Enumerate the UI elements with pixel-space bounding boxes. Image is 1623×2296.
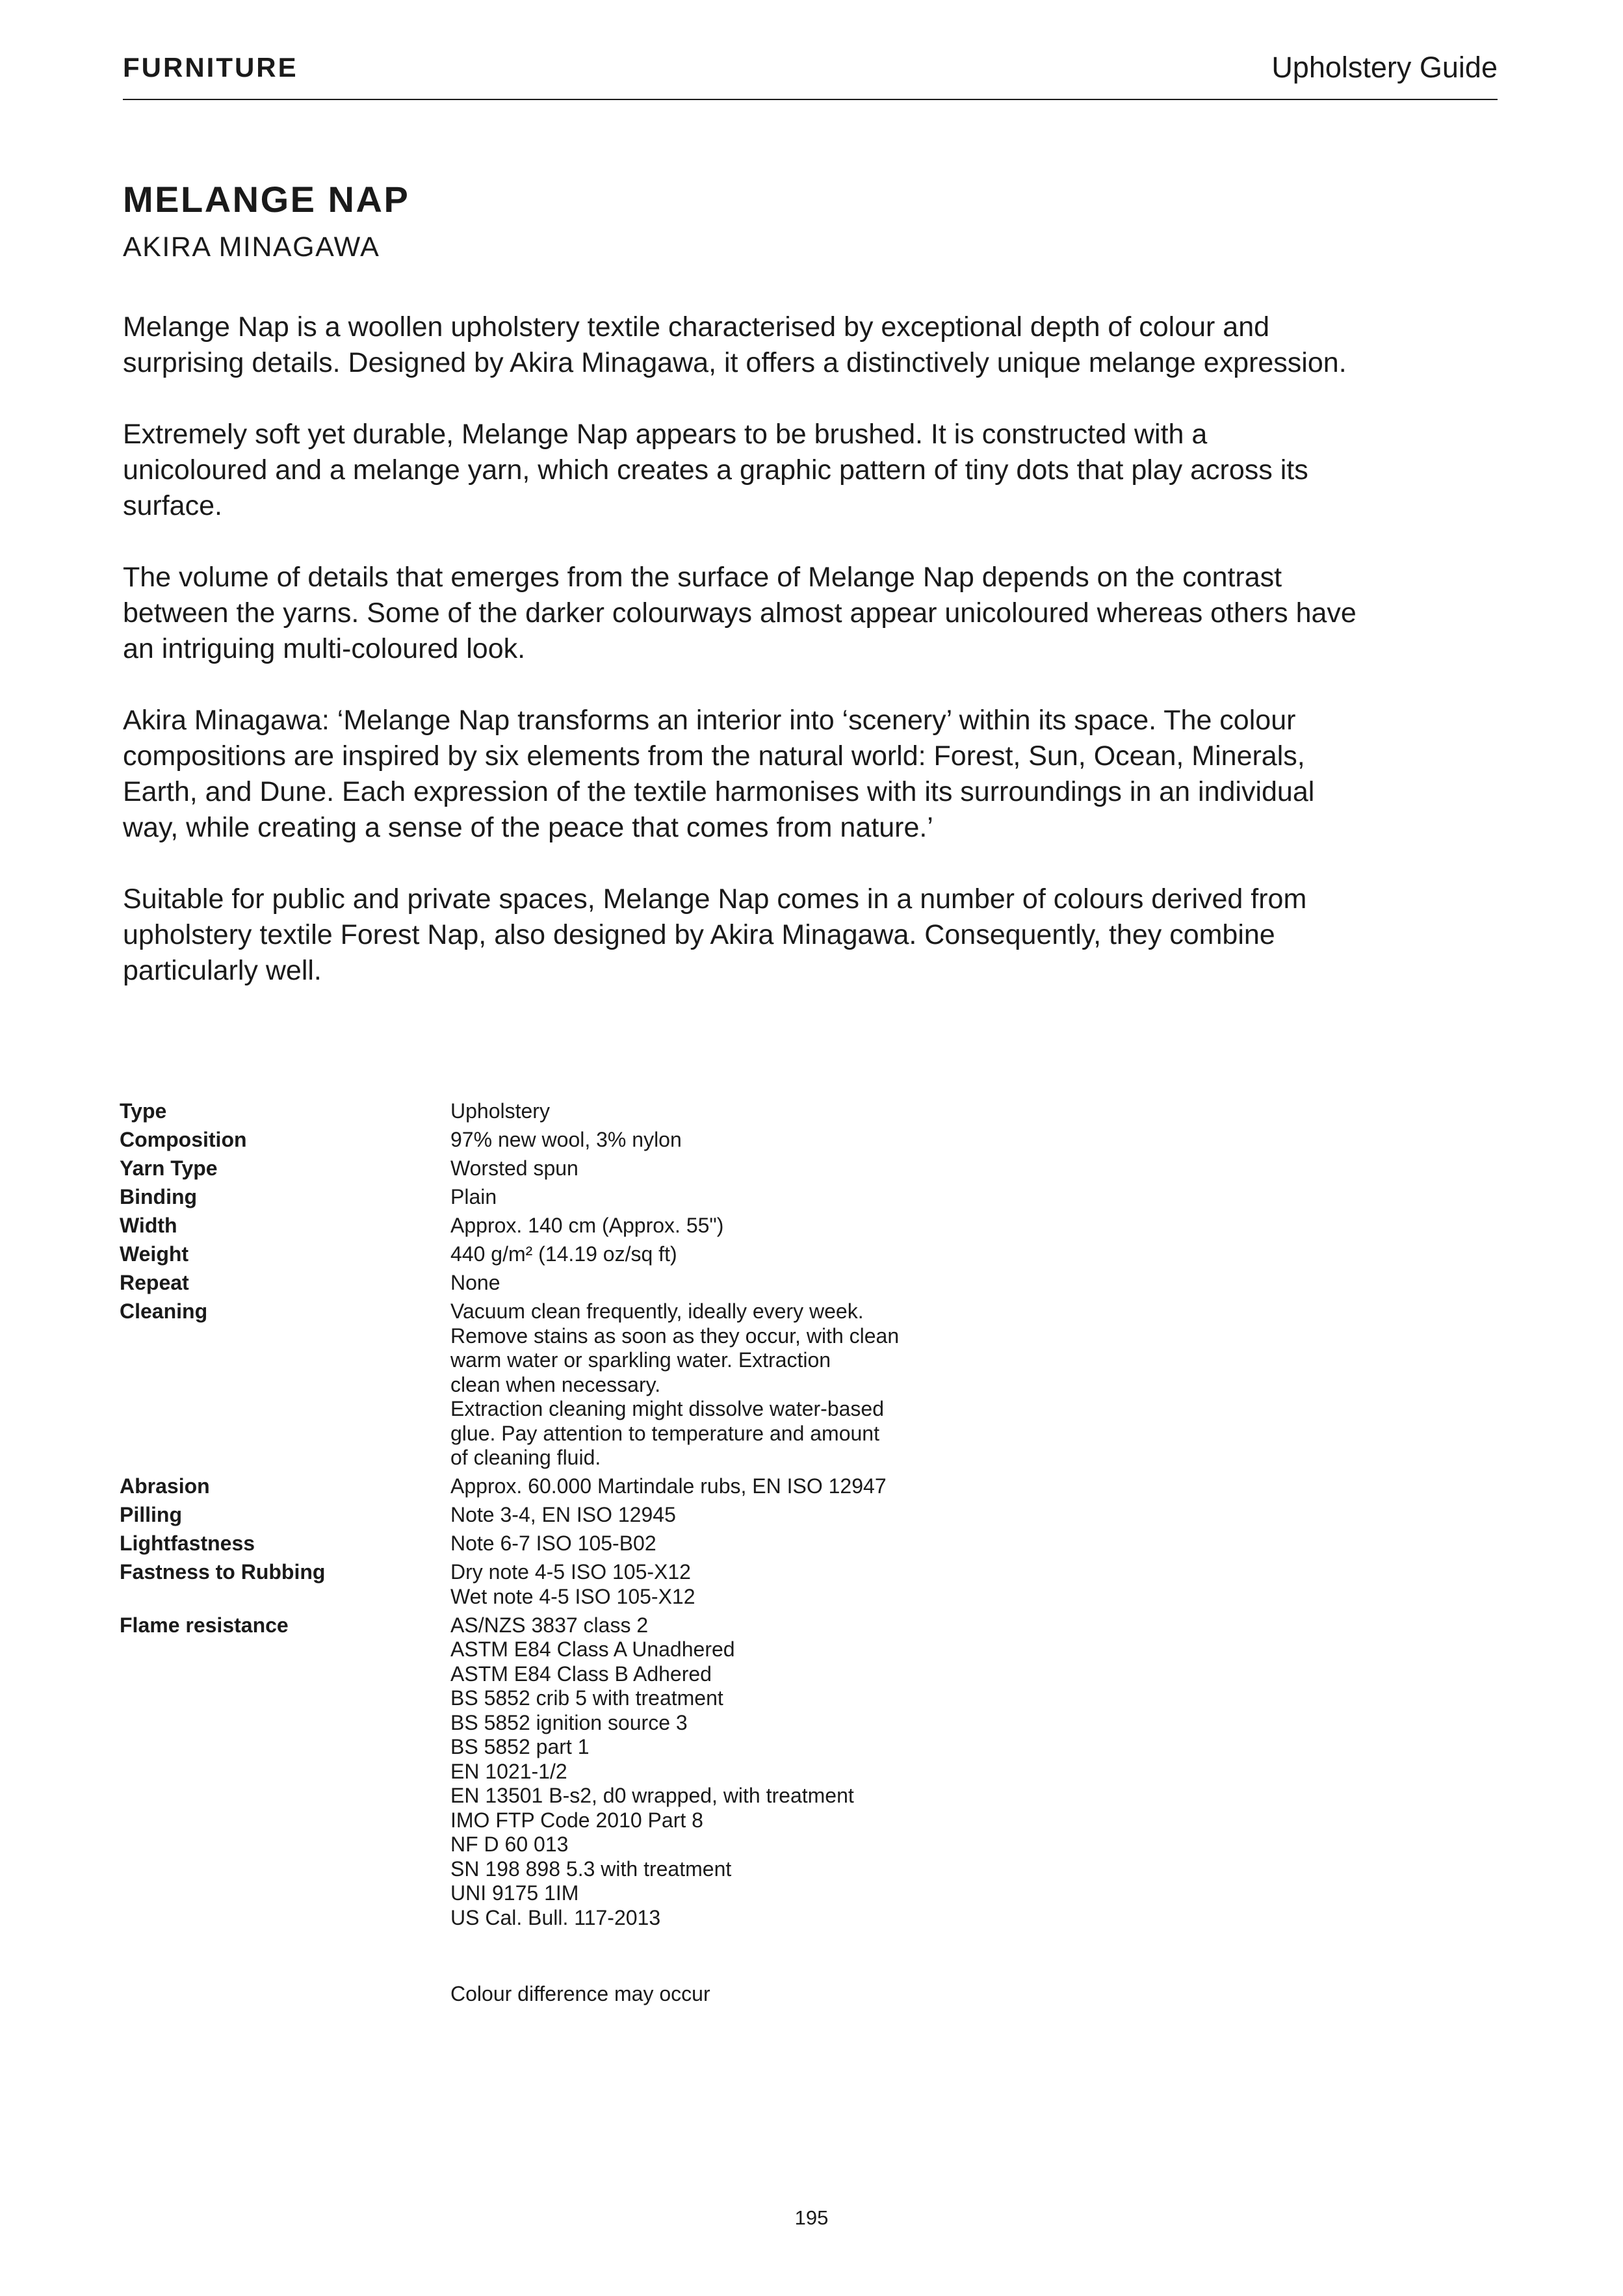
spec-value-line: 97% new wool, 3% nylon (450, 1128, 682, 1151)
paragraph-line: upholstery textile Forest Nap, also designed by Akira Minagawa. Consequently, they combine (123, 919, 1275, 950)
paragraph-line: between the yarns. Some of the darker colourways almost appear unicoloured whereas others have (123, 597, 1357, 629)
header-divider (123, 99, 1498, 100)
spec-value-line: ASTM E84 Class A Unadhered (450, 1637, 735, 1661)
paragraph-line: an intriguing multi-coloured look. (123, 633, 526, 664)
paragraph-line: way, while creating a sense of the peace that comes from nature.’ (123, 812, 933, 843)
spec-value-line: IMO FTP Code 2010 Part 8 (450, 1808, 703, 1832)
designer-name: AKIRA MINAGAWA (123, 231, 380, 263)
paragraph-line: Akira Minagawa: ‘Melange Nap transforms an interior into ‘scenery’ within its space. The colour (123, 705, 1296, 736)
spec-value-line: warm water or sparkling water. Extraction (450, 1348, 831, 1372)
paragraph (123, 881, 1357, 989)
spec-label: Pilling (120, 1503, 182, 1526)
paragraph (123, 309, 1357, 381)
spec-row (120, 1271, 899, 1296)
spec-value-line: Vacuum clean frequently, ideally every week. (450, 1299, 864, 1323)
spec-value-line: NF D 60 013 (450, 1833, 569, 1856)
spec-value-line: BS 5852 crib 5 with treatment (450, 1686, 723, 1710)
spec-label: Lightfastness (120, 1532, 255, 1555)
spec-value (450, 1613, 854, 1931)
product-title: MELANGE NAP (123, 179, 410, 220)
spec-value (450, 1271, 500, 1296)
spec-value-line: Upholstery (450, 1099, 550, 1123)
spec-label: Composition (120, 1128, 247, 1151)
spec-value (450, 1156, 578, 1181)
spec-label: Repeat (120, 1271, 189, 1294)
spec-row (120, 1185, 899, 1210)
spec-row (120, 1099, 899, 1124)
spec-value (450, 1560, 695, 1609)
paragraph-line: unicoloured and a melange yarn, which creates a graphic pattern of tiny dots that play across its (123, 454, 1308, 486)
spec-label: Cleaning (120, 1299, 208, 1323)
spec-value-line: Wet note 4-5 ISO 105-X12 (450, 1584, 695, 1608)
spec-value-line: None (450, 1271, 500, 1294)
spec-row (120, 1299, 899, 1470)
spec-value-line: Approx. 140 cm (Approx. 55") (450, 1214, 724, 1237)
spec-label: Binding (120, 1185, 198, 1208)
paragraph (123, 703, 1357, 846)
spec-value (450, 1474, 887, 1499)
spec-row (120, 1613, 899, 1931)
spec-row (120, 1474, 899, 1499)
spec-value-line: BS 5852 ignition source 3 (450, 1710, 688, 1734)
spec-value-line: of cleaning fluid. (450, 1446, 601, 1469)
spec-row (120, 1156, 899, 1181)
description (123, 309, 1357, 1024)
paragraph-line: The volume of details that emerges from the surface of Melange Nap depends on the contrast (123, 562, 1282, 593)
paragraph-line: Melange Nap is a woollen upholstery textile characterised by exceptional depth of colour and (123, 311, 1270, 343)
spec-value-line: BS 5852 part 1 (450, 1735, 590, 1758)
spec-value-line: ASTM E84 Class B Adhered (450, 1662, 712, 1686)
paragraph-line: surface. (123, 490, 222, 521)
spec-value-line: Worsted spun (450, 1156, 578, 1180)
page-number: 195 (794, 2206, 829, 2229)
spec-label: Abrasion (120, 1474, 210, 1498)
colour-note: Colour difference may occur (450, 1982, 710, 2005)
paragraph-line: surprising details. Designed by Akira Minagawa, it offers a distinctively unique melange expression. (123, 347, 1347, 378)
spec-value-line: EN 13501 B-s2, d0 wrapped, with treatment (450, 1784, 854, 1807)
spec-value (450, 1532, 656, 1556)
paragraph-line: compositions are inspired by six elements from the natural world: Forest, Sun, Ocean, Minerals, (123, 740, 1305, 772)
spec-value-line: Extraction cleaning might dissolve water-based (450, 1397, 884, 1420)
paragraph-line: particularly well. (123, 955, 322, 986)
spec-value-line: Approx. 60.000 Martindale rubs, EN ISO 12947 (450, 1474, 887, 1498)
spec-value-line: SN 198 898 5.3 with treatment (450, 1857, 732, 1881)
section-label: FURNITURE (123, 52, 298, 83)
paragraph-line: Earth, and Dune. Each expression of the textile harmonises with its surroundings in an individual (123, 776, 1315, 807)
spec-value (450, 1242, 677, 1267)
spec-label: Type (120, 1099, 167, 1123)
spec-label: Yarn Type (120, 1156, 218, 1180)
specification-table (120, 1099, 899, 1935)
paragraph (123, 560, 1357, 667)
spec-label: Fastness to Rubbing (120, 1560, 326, 1584)
spec-value (450, 1128, 682, 1153)
spec-row (120, 1128, 899, 1153)
spec-value-line: Note 6-7 ISO 105-B02 (450, 1532, 656, 1555)
spec-value-line: Note 3-4, EN ISO 12945 (450, 1503, 676, 1526)
spec-row (120, 1242, 899, 1267)
paragraph-line: Suitable for public and private spaces, Melange Nap comes in a number of colours derived from (123, 883, 1307, 915)
spec-row (120, 1503, 899, 1528)
spec-value (450, 1299, 899, 1470)
spec-value-line: Remove stains as soon as they occur, with clean (450, 1324, 900, 1348)
spec-value-line: Plain (450, 1185, 497, 1208)
spec-value-line: clean when necessary. (450, 1372, 661, 1396)
spec-row (120, 1214, 899, 1238)
spec-value (450, 1185, 497, 1210)
guide-title: Upholstery Guide (1271, 51, 1498, 84)
spec-value-line: EN 1021-1/2 (450, 1759, 567, 1783)
spec-row (120, 1532, 899, 1556)
spec-value-line: AS/NZS 3837 class 2 (450, 1613, 649, 1637)
spec-value-line: UNI 9175 1IM (450, 1881, 579, 1905)
paragraph-line: Extremely soft yet durable, Melange Nap appears to be brushed. It is constructed with a (123, 419, 1208, 450)
spec-value (450, 1099, 550, 1124)
spec-label: Width (120, 1214, 177, 1237)
spec-value (450, 1214, 723, 1238)
spec-value (450, 1503, 676, 1528)
spec-value-line: 440 g/m² (14.19 oz/sq ft) (450, 1242, 677, 1266)
spec-label: Weight (120, 1242, 189, 1266)
paragraph (123, 417, 1357, 524)
spec-row (120, 1560, 899, 1609)
spec-value-line: glue. Pay attention to temperature and amount (450, 1421, 879, 1445)
spec-value-line: US Cal. Bull. 117-2013 (450, 1905, 661, 1929)
spec-value-line: Dry note 4-5 ISO 105-X12 (450, 1560, 691, 1584)
spec-label: Flame resistance (120, 1613, 289, 1637)
